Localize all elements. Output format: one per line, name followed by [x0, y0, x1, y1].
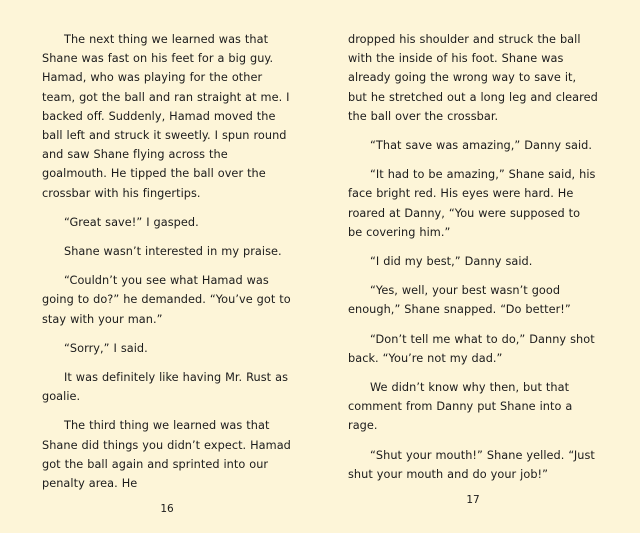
paragraph: “Yes, well, your best wasn’t good enough,” Shane snapped. “Do better!”	[348, 284, 571, 317]
paragraph: It was definitely like having Mr. Rust as goalie.	[42, 371, 289, 404]
right-page	[320, 0, 640, 507]
paragraph: “Sorry,” I said.	[64, 341, 148, 355]
paragraph: The third thing we learned was that Shane did things you didn’t expect. Hamad got the ball again and sprinted into our penalty area. He	[42, 419, 291, 491]
right-page-body	[348, 30, 598, 494]
paragraph: dropped his shoulder and struck the ball with the inside of his foot. Shane was already going the wrong way to save it, but he stretched out a long leg and cleared the ball over the crossbar.	[348, 33, 598, 123]
paragraph: Shane wasn’t interested in my praise.	[64, 245, 282, 259]
paragraph: “That save was amazing,” Danny said.	[370, 139, 593, 153]
paragraph: “Couldn’t you see what Hamad was going to do?” he demanded. “You’ve got to stay with your man.”	[42, 274, 291, 326]
paragraph: “I did my best,” Danny said.	[370, 255, 533, 269]
paragraph: “Don’t tell me what to do,” Danny shot back. “You’re not my dad.”	[348, 332, 595, 365]
page-number-left: 16	[160, 503, 174, 516]
paragraph: We didn’t know why then, but that comment from Danny put Shane into a rage.	[348, 381, 573, 433]
paragraph: “Great save!” I gasped.	[64, 215, 199, 229]
page-number-right: 17	[466, 494, 480, 507]
left-page-body	[42, 30, 292, 503]
paragraph: The next thing we learned was that Shane was fast on his feet for a big guy. Hamad, who was playing for the other team, got the ball and ran straight at me. I backed off. Suddenly, Hamad moved the ball left and struck it sweetly. I spun round and saw Shane flying across the goalmouth. He tipped the ball over the crossbar with his fingertips.	[42, 33, 290, 200]
paragraph: “Shut your mouth!” Shane yelled. “Just shut your mouth and do your job!”	[348, 448, 595, 481]
left-page	[0, 0, 320, 516]
paragraph: “It had to be amazing,” Shane said, his face bright red. His eyes were hard. He roared at Danny, “You were supposed to be covering him.”	[348, 168, 596, 239]
